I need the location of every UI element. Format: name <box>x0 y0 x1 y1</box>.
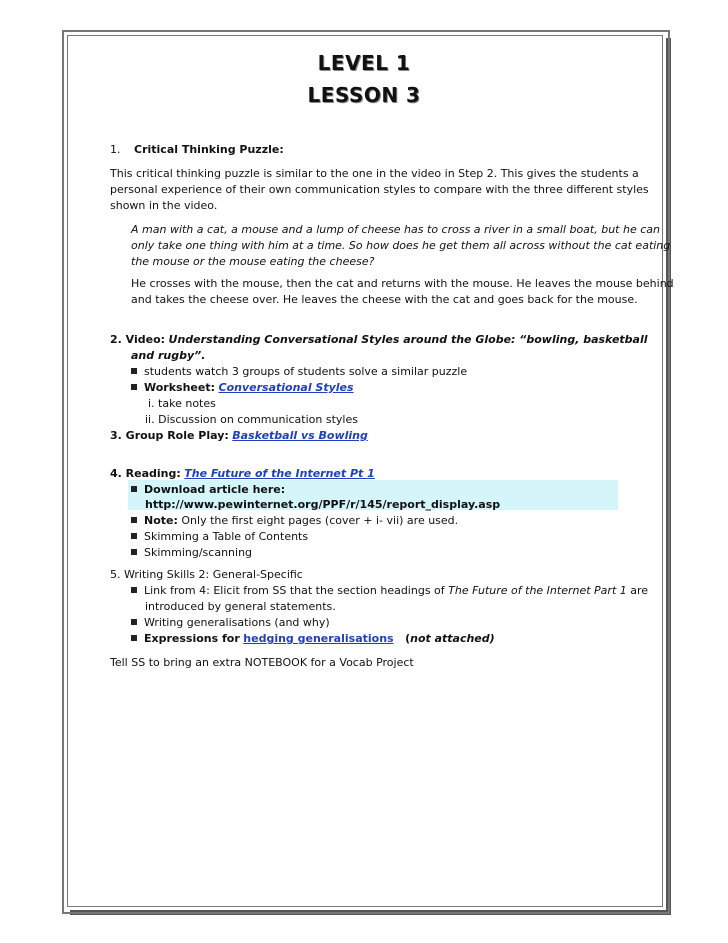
roman-item-1: i. take notes <box>148 397 216 410</box>
bullet-square-icon <box>131 533 137 539</box>
note-text: Only the first eight pages (cover + i- vii) are used. <box>177 514 459 527</box>
future-internet-title: The Future of the Internet Part 1 <box>448 584 627 597</box>
bullet-square-icon <box>131 486 137 492</box>
answer-line-1: He crosses with the mouse, then the cat and returns with the mouse. He leaves the mouse behind <box>131 277 674 290</box>
section-4-prefix: 4. Reading: <box>110 467 181 480</box>
puzzle-line-3: the mouse or the mouse eating the cheese? <box>131 255 375 268</box>
section-2-bullet-2 <box>131 380 354 396</box>
section-5-bullet-2 <box>131 615 330 631</box>
section-1-intro-line-3: shown in the video. <box>110 199 218 212</box>
lesson-title: LESSON 3 <box>307 83 421 107</box>
download-label: Download article here: <box>144 483 286 496</box>
puzzle-line-2: only take one thing with him at a time. So how does he get them all across without the cat eating <box>131 239 671 252</box>
section-4-bullet-2 <box>131 513 458 529</box>
section-2-heading <box>110 332 648 348</box>
download-url[interactable]: http://www.pewinternet.org/PPF/r/145/report_display.asp <box>145 498 501 511</box>
section-2-video-title-2: and rugby”. <box>131 349 206 362</box>
section-4-bullet-4-text: Skimming/scanning <box>144 546 253 559</box>
answer-line-2: and takes the cheese over. He leaves the cheese with the cat and goes back for the mouse. <box>131 293 638 306</box>
section-4-heading <box>110 466 375 482</box>
section-1-intro-line-1: This critical thinking puzzle is similar to the one in the video in Step 2. This gives the students a <box>110 167 639 180</box>
section-1-intro-line-2: personal experience of their own communication styles to compare with the three different styles <box>110 183 649 196</box>
not-attached-note: not attached) <box>410 632 495 645</box>
section-3-prefix: 3. Group Role Play: <box>110 429 229 442</box>
section-2-bullet-1-text: students watch 3 groups of students solve a similar puzzle <box>144 365 468 378</box>
basketball-vs-bowling-link[interactable]: Basketball vs Bowling <box>232 429 368 442</box>
section-4-bullet-1 <box>131 482 285 498</box>
puzzle-line-1: A man with a cat, a mouse and a lump of cheese has to cross a river in a small boat, but he can <box>131 223 660 236</box>
bullet-square-icon <box>131 635 137 641</box>
bullet-square-icon <box>131 384 137 390</box>
section-1-heading <box>110 142 284 158</box>
section-5-bullet-2-text: Writing generalisations (and why) <box>144 616 330 629</box>
conversational-styles-link[interactable]: Conversational Styles <box>218 381 354 394</box>
expressions-label: Expressions for <box>144 632 240 645</box>
section-1-number: 1. <box>110 143 121 156</box>
section-3-heading <box>110 428 368 444</box>
link-from-4-text: Link from 4: Elicit from SS that the section headings of <box>144 584 449 597</box>
level-title: LEVEL 1 <box>317 51 411 75</box>
bullet-square-icon <box>131 587 137 593</box>
roman-item-2: ii. Discussion on communication styles <box>145 413 358 426</box>
section-2-prefix: 2. Video: <box>110 333 166 346</box>
section-5-heading: 5. Writing Skills 2: General-Specific <box>110 568 303 581</box>
not-attached-paren: ( <box>405 632 411 645</box>
section-5-bullet-1-line-2: introduced by general statements. <box>145 600 336 613</box>
note-label: Note: <box>144 514 178 527</box>
bullet-square-icon <box>131 619 137 625</box>
section-2-video-title-1: Understanding Conversational Styles around the Globe: “bowling, basketball <box>168 333 648 346</box>
section-4-bullet-3-text: Skimming a Table of Contents <box>144 530 309 543</box>
bullet-square-icon <box>131 549 137 555</box>
worksheet-label: Worksheet: <box>144 381 215 394</box>
section-4-bullet-4 <box>131 545 252 561</box>
section-5-bullet-1 <box>131 583 648 599</box>
section-2-bullet-1 <box>131 364 467 380</box>
section-5-bullet-3 <box>131 631 495 647</box>
section-1-title: Critical Thinking Puzzle: <box>134 143 284 156</box>
hedging-generalisations-link[interactable]: hedging generalisations <box>243 632 394 645</box>
footer-note: Tell SS to bring an extra NOTEBOOK for a Vocab Project <box>110 656 414 669</box>
bullet-square-icon <box>131 517 137 523</box>
bullet-square-icon <box>131 368 137 374</box>
future-of-internet-link[interactable]: The Future of the Internet Pt 1 <box>184 467 375 480</box>
link-from-4-suffix: are <box>626 584 649 597</box>
section-4-bullet-3 <box>131 529 308 545</box>
